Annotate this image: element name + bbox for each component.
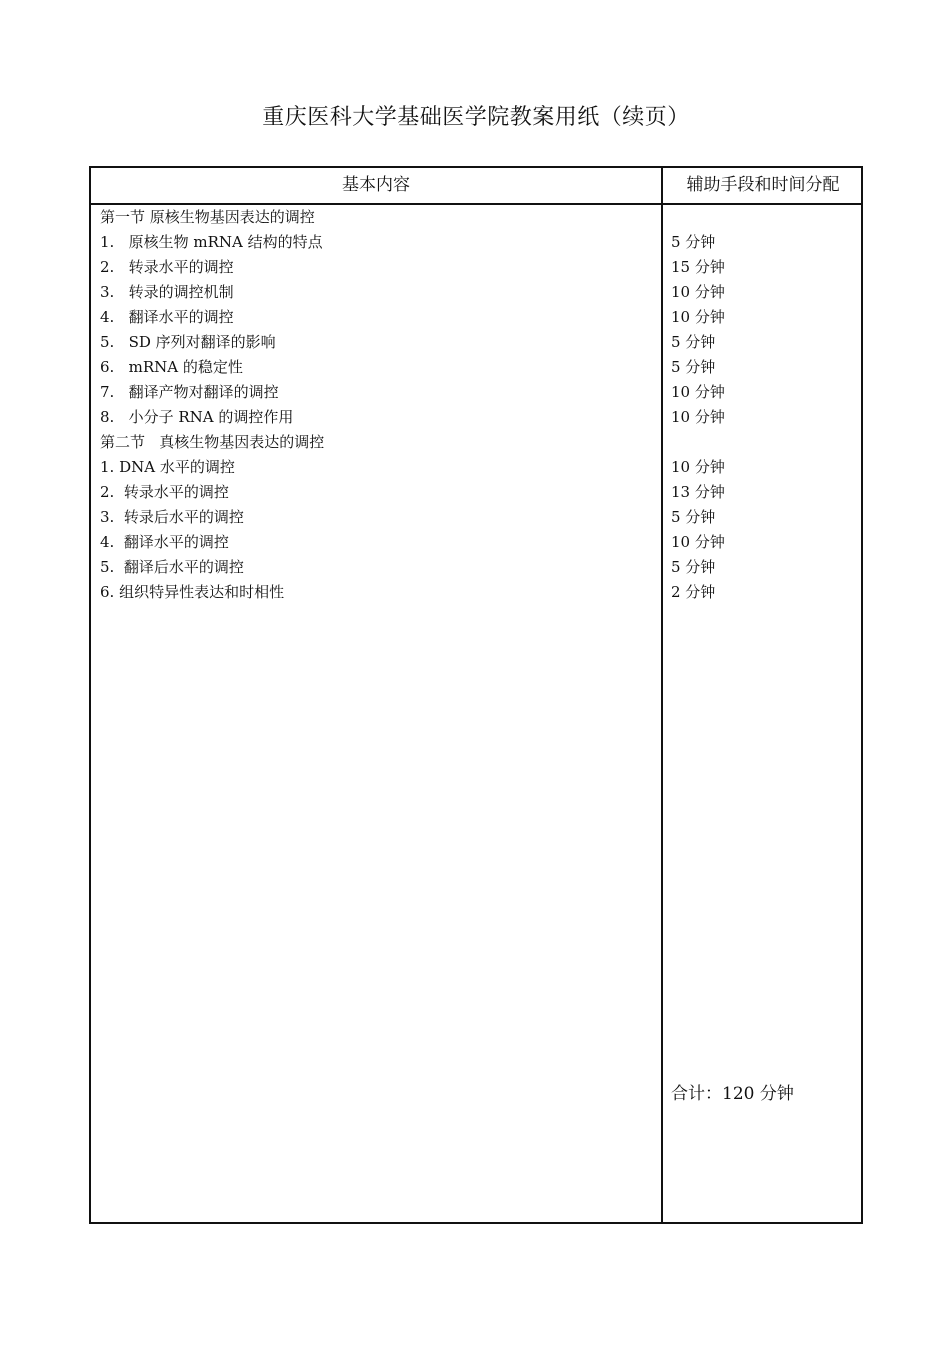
row-content: 2. 转录水平的调控 — [100, 258, 234, 276]
row-time: 10 分钟 — [671, 383, 725, 401]
row-time: 15 分钟 — [671, 258, 725, 276]
row-content: 第一节 原核生物基因表达的调控 — [100, 208, 315, 226]
row-content: 2. 转录水平的调控 — [100, 483, 229, 501]
row-time: 10 分钟 — [671, 533, 725, 551]
row-time: 5 分钟 — [671, 333, 716, 351]
table-row — [91, 457, 861, 477]
header-basic-content: 基本内容 — [342, 175, 410, 195]
row-content: 8. 小分子 RNA 的调控作用 — [100, 408, 294, 426]
row-time: 10 分钟 — [671, 283, 725, 301]
table-row — [91, 232, 861, 252]
table-row — [91, 557, 861, 577]
row-time: 5 分钟 — [671, 508, 716, 526]
page-title: 重庆医科大学基础医学院教案用纸（续页） — [262, 105, 690, 130]
row-content: 3. 转录后水平的调控 — [100, 508, 244, 526]
row-time: 10 分钟 — [671, 408, 725, 426]
row-content: 1. DNA 水平的调控 — [100, 458, 235, 476]
row-time: 2 分钟 — [671, 583, 716, 601]
table-row — [91, 382, 861, 402]
table-row — [91, 582, 861, 602]
table-body — [91, 168, 861, 1222]
row-time: 5 分钟 — [671, 233, 716, 251]
table-row — [91, 257, 861, 277]
row-content: 第二节 真核生物基因表达的调控 — [100, 433, 325, 451]
row-content: 3. 转录的调控机制 — [100, 283, 234, 301]
table-row — [91, 532, 861, 552]
row-time: 13 分钟 — [671, 483, 725, 501]
table-row — [91, 482, 861, 502]
table-row — [91, 307, 861, 327]
lesson-plan-table — [89, 166, 863, 1224]
row-time: 5 分钟 — [671, 558, 716, 576]
row-time: 10 分钟 — [671, 308, 725, 326]
table-row — [91, 357, 861, 377]
header-time-allocation: 辅助手段和时间分配 — [686, 175, 840, 195]
table-row — [91, 507, 861, 527]
row-content: 7. 翻译产物对翻译的调控 — [100, 383, 279, 401]
row-content: 5. 翻译后水平的调控 — [100, 558, 244, 576]
total-time: 合计：120 分钟 — [671, 1084, 794, 1104]
row-content: 4. 翻译水平的调控 — [100, 533, 229, 551]
table-row — [91, 282, 861, 302]
row-time: 10 分钟 — [671, 458, 725, 476]
row-content: 1. 原核生物 mRNA 结构的特点 — [100, 233, 323, 251]
row-time: 5 分钟 — [671, 358, 716, 376]
table-row — [91, 432, 861, 452]
row-content: 6. mRNA 的稳定性 — [100, 358, 243, 376]
table-row — [91, 207, 861, 227]
table-row — [91, 332, 861, 352]
row-content: 4. 翻译水平的调控 — [100, 308, 234, 326]
row-content: 6. 组织特异性表达和时相性 — [100, 583, 285, 601]
table-row — [91, 407, 861, 427]
row-content: 5. SD 序列对翻译的影响 — [100, 333, 276, 351]
